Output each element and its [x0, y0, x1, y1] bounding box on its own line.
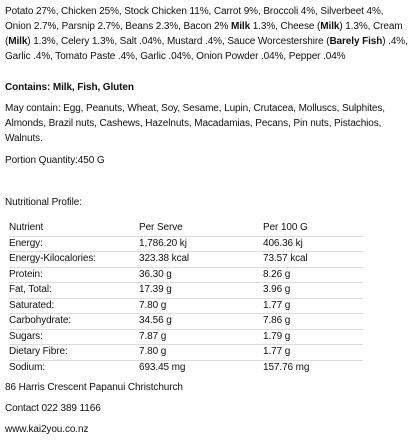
contact-phone: Contact 022 389 1166 [5, 403, 101, 414]
per-100g-value: 3.96 g [263, 283, 363, 299]
header-nutrient: Nutrient [9, 221, 139, 236]
ingredients-text-1: Potato 27%, Chicken 25%, Stock Chicken 11%, Carrot 9%, Broccoli 4%, Silverbeet 4%, Onion 2.7%, Parsnip 2.7%, Beans 2.3%, Bacon 2% [5, 6, 384, 32]
ingredients-text-3: ) 1.3%, Cream ( [5, 21, 403, 47]
ingredients-list [5, 4, 412, 64]
per-100g-value: 1.77 g [263, 345, 363, 361]
table-row [9, 236, 363, 252]
allergen-fish: Barely Fish [329, 36, 383, 47]
per-100g-value: 7.86 g [263, 314, 363, 330]
allergen-milk-1: Milk [231, 21, 251, 32]
per-serve-value: 34.56 g [139, 314, 263, 330]
ingredients-text-5: ) .4%, Garlic .4%, Tomato Paste .4%, Garlic .04%, Onion Powder .04%, Pepper .04% [5, 36, 408, 62]
ingredients-text-4: ) 1.3%, Celery 1.3%, Salt .04%, Mustard .4%, Sauce Worcestershire ( [27, 36, 330, 47]
header-per-100g: Per 100 G [263, 221, 363, 236]
table-row [9, 314, 363, 330]
portion-quantity: Portion Quantity:450 G [5, 155, 105, 166]
nutrient-name: Energy-Kilocalories: [9, 252, 139, 268]
nutrient-name: Fat, Total: [9, 283, 139, 299]
nutrient-name: Protein: [9, 267, 139, 283]
table-row [9, 267, 363, 283]
nutrition-title: Nutritional Profile: [5, 197, 82, 208]
table-row [9, 329, 363, 345]
per-serve-value: 7.80 g [139, 298, 263, 314]
per-100g-value: 406.36 kj [263, 236, 363, 252]
table-row [9, 298, 363, 314]
table-row [9, 345, 363, 361]
business-address: 86 Harris Crescent Papanui Christchurch [5, 382, 183, 393]
per-serve-value: 323.38 kcal [139, 252, 263, 268]
per-serve-value: 1,786.20 kj [139, 236, 263, 252]
table-row [9, 360, 363, 375]
table-row [9, 283, 363, 299]
per-serve-value: 7.80 g [139, 345, 263, 361]
per-100g-value: 1.77 g [263, 298, 363, 314]
table-row [9, 252, 363, 268]
ingredients-text-2: 1.3%, Cheese ( [250, 21, 321, 32]
allergen-milk-3: Milk [8, 36, 28, 47]
nutrient-name: Energy: [9, 236, 139, 252]
per-100g-value: 1.79 g [263, 329, 363, 345]
table-header-row [9, 221, 363, 236]
website-url: www.kai2you.co.nz [5, 424, 89, 435]
per-serve-value: 693.45 mg [139, 361, 186, 373]
contains-text: Contains: Milk, Fish, Gluten [5, 82, 134, 93]
per-serve-value: 36.30 g [139, 267, 263, 283]
per-serve-value: 7.87 g [139, 329, 263, 345]
allergen-milk-2: Milk [320, 21, 340, 32]
per-serve-value: 17.39 g [139, 283, 263, 299]
per-100g-value: 8.26 g [263, 267, 363, 283]
nutrition-table [9, 221, 363, 375]
per-100g-value: 73.57 kcal [263, 252, 363, 268]
header-per-serve: Per Serve [139, 221, 263, 236]
nutrient-name: Carbohydrate: [9, 314, 139, 330]
may-contain-allergens: May contain: Egg, Peanuts, Wheat, Soy, Sesame, Lupin, Crutacea, Molluscs, Sulphites, Almonds, Brazil nuts, Cashews, Hazelnuts, Macadamias, Pecans, Pin nuts, Pistachios, Walnuts. [5, 103, 385, 144]
nutrient-name: Saturated: [9, 298, 139, 314]
nutrient-name: Sodium: [9, 361, 45, 373]
contains-allergens [5, 80, 412, 95]
nutrient-name: Sugars: [9, 329, 139, 345]
per-100g-value: 157.76 mg [263, 361, 310, 373]
nutrient-name: Dietary Fibre: [9, 345, 139, 361]
